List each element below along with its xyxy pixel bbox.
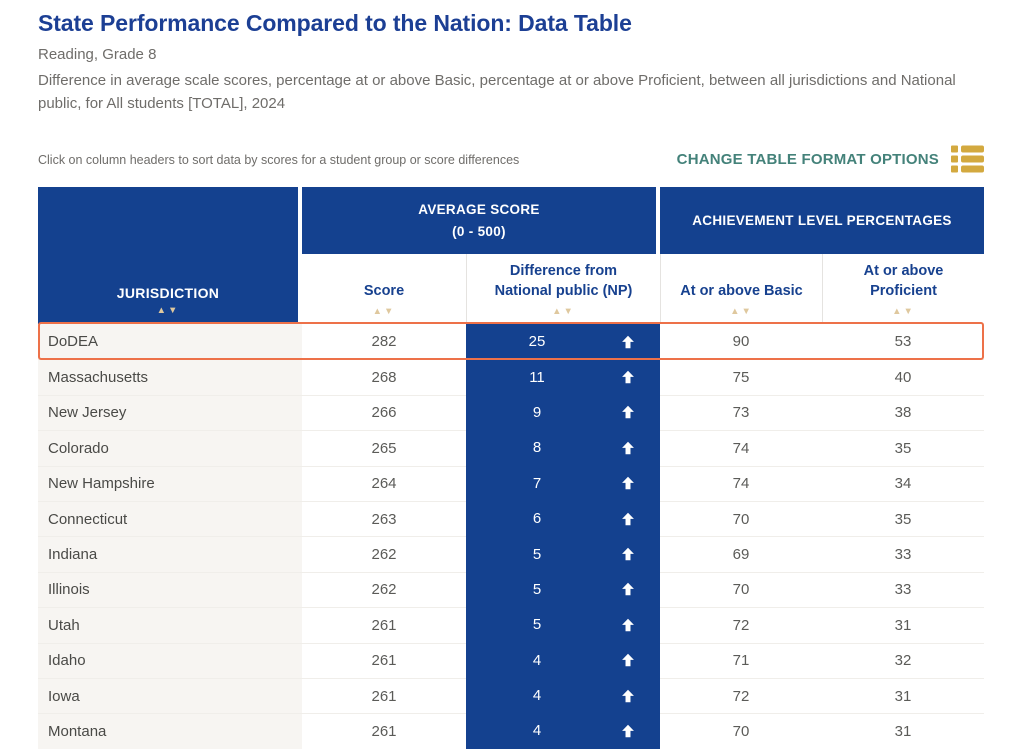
up-arrow-icon	[608, 581, 648, 597]
up-arrow-icon	[608, 404, 648, 420]
basic-cell: 73	[660, 395, 822, 430]
column-header-basic[interactable]	[660, 254, 822, 324]
up-arrow-icon	[608, 546, 648, 562]
basic-cell: 71	[660, 643, 822, 678]
jurisdiction-cell: Utah	[38, 607, 302, 642]
table-row	[38, 466, 984, 501]
score-cell: 268	[302, 359, 466, 394]
jurisdiction-cell: New Jersey	[38, 395, 302, 430]
table-row	[38, 501, 984, 536]
score-cell: 261	[302, 713, 466, 748]
difference-cell: 5	[466, 607, 660, 642]
basic-cell: 90	[660, 324, 822, 359]
score-cell: 265	[302, 430, 466, 465]
state-performance-table	[38, 187, 984, 749]
score-cell: 261	[302, 643, 466, 678]
table-toolbar	[38, 145, 984, 174]
basic-cell: 74	[660, 430, 822, 465]
table-row	[38, 395, 984, 430]
score-cell: 262	[302, 536, 466, 571]
score-cell: 262	[302, 572, 466, 607]
difference-cell: 4	[466, 678, 660, 713]
table-row	[38, 359, 984, 394]
basic-cell: 70	[660, 713, 822, 748]
score-header-label: Score	[363, 282, 405, 299]
table-row	[38, 678, 984, 713]
difference-cell: 5	[466, 572, 660, 607]
proficient-cell: 31	[822, 713, 984, 748]
proficient-cell: 33	[822, 572, 984, 607]
table-body	[38, 324, 984, 749]
proficient-cell: 33	[822, 536, 984, 571]
basic-cell: 72	[660, 678, 822, 713]
table-format-icon	[951, 145, 984, 174]
basic-cell: 72	[660, 607, 822, 642]
proficient-cell: 40	[822, 359, 984, 394]
score-cell: 282	[302, 324, 466, 359]
sort-hint-text: Click on column headers to sort data by scores for a student group or score differences	[38, 152, 520, 167]
difference-cell: 25	[466, 324, 660, 359]
jurisdiction-cell: Montana	[38, 713, 302, 748]
proficient-cell: 53	[822, 324, 984, 359]
table-description: Difference in average scale scores, percentage at or above Basic, percentage at or above Proficient, between all jurisdictions and National public, for All students [TOTAL], 2024	[38, 72, 956, 112]
sort-icon: ▲▼	[730, 305, 753, 317]
proficient-cell: 35	[822, 430, 984, 465]
table-row	[38, 713, 984, 748]
difference-cell: 9	[466, 395, 660, 430]
up-arrow-icon	[608, 511, 648, 527]
score-cell: 261	[302, 678, 466, 713]
proficient-header-label: At or above Proficient	[863, 263, 944, 299]
state-performance-page	[0, 10, 1023, 749]
difference-cell: 5	[466, 536, 660, 571]
basic-cell: 69	[660, 536, 822, 571]
proficient-cell: 32	[822, 643, 984, 678]
column-header-proficient[interactable]	[822, 254, 984, 324]
group-header-achievement-levels	[660, 187, 984, 254]
up-arrow-icon	[608, 475, 648, 491]
proficient-cell: 38	[822, 395, 984, 430]
difference-cell: 11	[466, 359, 660, 394]
average-score-range: (0 - 500)	[452, 223, 506, 239]
proficient-cell: 31	[822, 678, 984, 713]
basic-header-label: At or above Basic	[680, 282, 803, 299]
jurisdiction-cell: New Hampshire	[38, 466, 302, 501]
difference-cell: 6	[466, 501, 660, 536]
basic-cell: 70	[660, 572, 822, 607]
change-table-format-label: CHANGE TABLE FORMAT OPTIONS	[676, 151, 939, 168]
up-arrow-icon	[608, 334, 648, 350]
jurisdiction-cell: Idaho	[38, 643, 302, 678]
difference-cell: 4	[466, 713, 660, 748]
up-arrow-icon	[608, 440, 648, 456]
difference-cell: 8	[466, 430, 660, 465]
score-cell: 264	[302, 466, 466, 501]
up-arrow-icon	[608, 723, 648, 739]
column-header-difference[interactable]	[466, 254, 660, 324]
page-title: State Performance Compared to the Nation: Data Table	[38, 10, 632, 36]
table-row	[38, 536, 984, 571]
up-arrow-icon	[608, 688, 648, 704]
sort-icon: ▲▼	[892, 305, 915, 317]
jurisdiction-header-label: JURISDICTION	[116, 284, 220, 301]
achievement-levels-label: ACHIEVEMENT LEVEL PERCENTAGES	[692, 212, 952, 228]
jurisdiction-cell: Colorado	[38, 430, 302, 465]
average-score-label: AVERAGE SCORE	[418, 201, 540, 217]
table-row	[38, 643, 984, 678]
basic-cell: 70	[660, 501, 822, 536]
difference-cell: 7	[466, 466, 660, 501]
group-header-average-score	[302, 187, 660, 254]
table-row	[38, 572, 984, 607]
jurisdiction-cell: DoDEA	[38, 324, 302, 359]
sort-icon: ▲▼	[552, 305, 575, 317]
up-arrow-icon	[608, 369, 648, 385]
column-header-score[interactable]	[302, 254, 466, 324]
proficient-cell: 34	[822, 466, 984, 501]
jurisdiction-cell: Connecticut	[38, 501, 302, 536]
table-row	[38, 324, 984, 359]
subject-grade-label: Reading, Grade 8	[38, 46, 157, 63]
difference-header-label: Difference from National public (NP)	[494, 263, 633, 299]
proficient-cell: 31	[822, 607, 984, 642]
sort-icon: ▲▼	[156, 304, 180, 316]
up-arrow-icon	[608, 617, 648, 633]
table-header	[38, 187, 984, 324]
jurisdiction-cell: Indiana	[38, 536, 302, 571]
sort-icon: ▲▼	[372, 305, 396, 317]
change-table-format-button[interactable]	[677, 145, 984, 174]
jurisdiction-cell: Massachusetts	[38, 359, 302, 394]
difference-cell: 4	[466, 643, 660, 678]
basic-cell: 74	[660, 466, 822, 501]
score-cell: 266	[302, 395, 466, 430]
table-row	[38, 607, 984, 642]
up-arrow-icon	[608, 652, 648, 668]
score-cell: 261	[302, 607, 466, 642]
column-header-jurisdiction[interactable]	[38, 187, 302, 324]
jurisdiction-cell: Iowa	[38, 678, 302, 713]
score-cell: 263	[302, 501, 466, 536]
proficient-cell: 35	[822, 501, 984, 536]
table-row	[38, 430, 984, 465]
jurisdiction-cell: Illinois	[38, 572, 302, 607]
basic-cell: 75	[660, 359, 822, 394]
